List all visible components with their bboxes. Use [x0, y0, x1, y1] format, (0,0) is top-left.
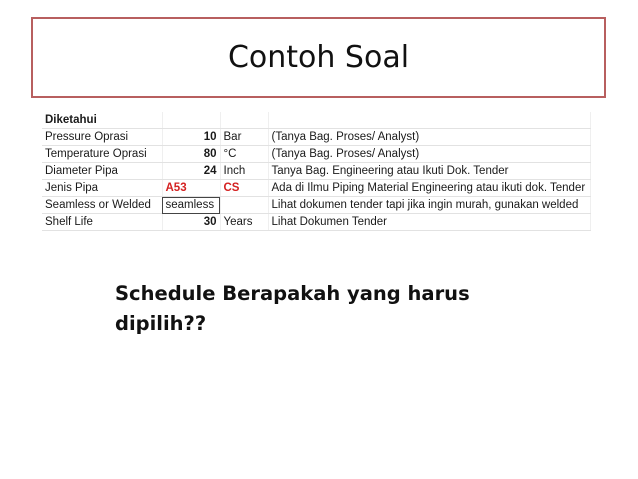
row-label: Seamless or Welded	[42, 197, 162, 214]
row-value: 80	[162, 146, 220, 163]
row-label: Shelf Life	[42, 214, 162, 231]
row-unit: Years	[220, 214, 268, 231]
row-unit	[220, 197, 268, 214]
row-value: 10	[162, 129, 220, 146]
row-note: Lihat Dokumen Tender	[268, 214, 590, 231]
row-note: (Tanya Bag. Proses/ Analyst)	[268, 146, 590, 163]
table-row	[42, 197, 590, 214]
row-note: Lihat dokumen tender tapi jika ingin murah, gunakan welded	[268, 197, 590, 214]
table-row	[42, 129, 590, 146]
row-note: (Tanya Bag. Proses/ Analyst)	[268, 129, 590, 146]
table-header-row	[42, 112, 590, 129]
row-label: Temperature Oprasi	[42, 146, 162, 163]
row-unit: Bar	[220, 129, 268, 146]
row-label: Diameter Pipa	[42, 163, 162, 180]
row-note: Ada di Ilmu Piping Material Engineering atau ikuti dok. Tender	[268, 180, 590, 197]
row-label: Jenis Pipa	[42, 180, 162, 197]
table-row	[42, 163, 590, 180]
row-value: 30	[162, 214, 220, 231]
row-note: Tanya Bag. Engineering atau Ikuti Dok. Tender	[268, 163, 590, 180]
slide-title: Contoh Soal	[227, 40, 410, 75]
row-unit: °C	[220, 146, 268, 163]
data-table	[42, 112, 591, 231]
table-row	[42, 180, 590, 197]
row-unit: Inch	[220, 163, 268, 180]
spreadsheet-image	[42, 112, 590, 236]
table-row	[42, 214, 590, 231]
table-header: Diketahui	[42, 112, 162, 129]
table-row	[42, 146, 590, 163]
row-value: A53	[162, 180, 220, 197]
row-value-selected-cell: seamless	[162, 197, 220, 214]
slide-title-box	[31, 17, 606, 98]
row-label: Pressure Oprasi	[42, 129, 162, 146]
row-value: 24	[162, 163, 220, 180]
question-text: Schedule Berapakah yang harus dipilih??	[115, 282, 470, 335]
row-unit: CS	[220, 180, 268, 197]
